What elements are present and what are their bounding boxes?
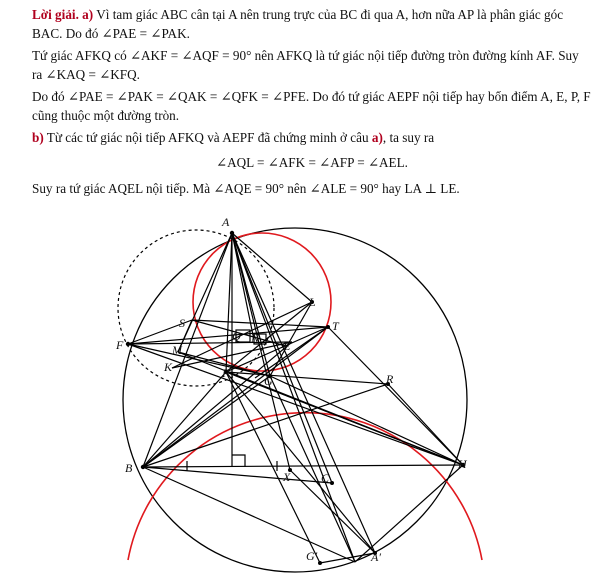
para4-ref: a) bbox=[371, 130, 383, 145]
paragraph-5: Suy ra tứ giác AQEL nội tiếp. Mà ∠AQE = 90° nên ∠ALE = 90° hay LA ⊥ LE. bbox=[32, 181, 460, 196]
label-E: E bbox=[283, 339, 291, 353]
paragraph-1 bbox=[32, 6, 592, 43]
label-R: R bbox=[386, 372, 394, 386]
paragraph-3: Do đó ∠PAE = ∠PAK = ∠QAK = ∠QFK = ∠PFE. Do đó tứ giác AEPF nội tiếp hay bốn điểm A, E, P, F cũng thuộc một đường tròn. bbox=[32, 89, 591, 123]
part-a-label: a) bbox=[82, 7, 94, 22]
label-N: N bbox=[251, 331, 260, 345]
label-G-prime: G′ bbox=[306, 549, 318, 563]
points bbox=[126, 231, 465, 565]
para4-start: Từ các tứ giác nội tiếp AFKQ và AEPF đã chứng minh ở câu bbox=[46, 130, 369, 145]
label-G: G bbox=[264, 374, 273, 388]
solution-text bbox=[32, 6, 592, 203]
label-K: K bbox=[164, 360, 173, 374]
geometry-figure bbox=[0, 210, 605, 583]
label-C: C bbox=[321, 471, 330, 485]
label-Q: Q bbox=[232, 329, 241, 343]
label-H: H bbox=[458, 457, 467, 471]
label-L: L bbox=[309, 295, 316, 309]
part-b-label: b) bbox=[32, 130, 44, 145]
label-F: F bbox=[116, 338, 124, 352]
construction-lines bbox=[128, 233, 463, 563]
label-A: A bbox=[222, 215, 230, 229]
label-M: M bbox=[172, 343, 182, 357]
label-A-prime: A′ bbox=[371, 550, 381, 564]
label-T: T bbox=[332, 319, 339, 333]
para1-text: Vì tam giác ABC cân tại A nên trung trực của BC đi qua A, hơn nữa AP là phân giác góc BAC. Do đó ∠PAE = ∠PAK. bbox=[32, 7, 564, 41]
label-B: B bbox=[125, 461, 133, 475]
paragraph-2: Tứ giác AFKQ có ∠AKF = ∠AQF = 90° nên AFKQ là tứ giác nội tiếp đường tròn đường kính AF. Suy ra ∠KAQ = ∠KFQ. bbox=[32, 48, 579, 82]
label-X: X bbox=[283, 470, 291, 484]
para4-end: , ta suy ra bbox=[382, 130, 435, 145]
label-P: P bbox=[222, 366, 230, 380]
label-S: S bbox=[179, 316, 185, 330]
equation: ∠AQL = ∠AFK = ∠AFP = ∠AEL. bbox=[216, 154, 408, 170]
paragraph-4 bbox=[32, 129, 592, 148]
solution-heading: Lời giải. bbox=[32, 7, 79, 22]
